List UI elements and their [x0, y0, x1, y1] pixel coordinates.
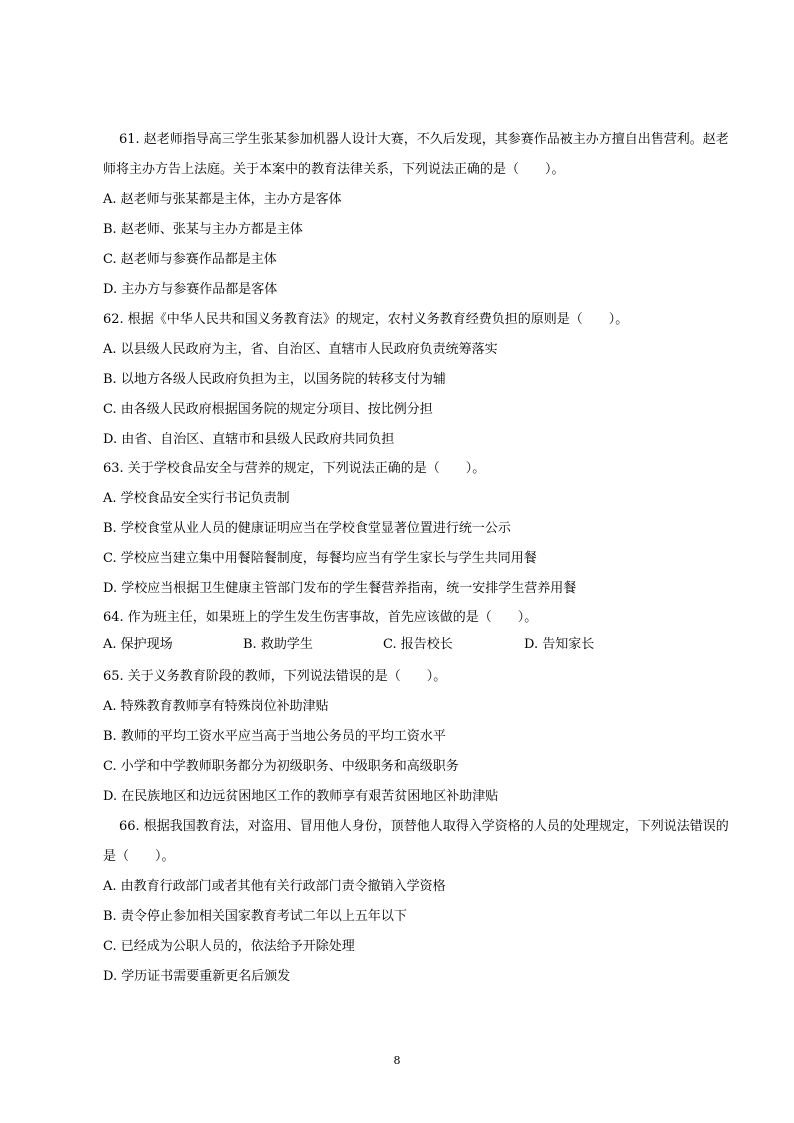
- q61-option-b: B. 赵老师、张某与主办方都是主体: [103, 222, 303, 237]
- q62-option-b: B. 以地方各级人民政府负担为主，以国务院的转移支付为辅: [103, 372, 446, 387]
- q64-option-a: A. 保护现场: [103, 637, 173, 652]
- q65-option-d: D. 在民族地区和边远贫困地区工作的教师享有艰苦贫困地区补助津贴: [103, 789, 499, 804]
- q61-option-c: C. 赵老师与参赛作品都是主体: [103, 252, 277, 267]
- q66-stem-line2: 是（ ）。: [103, 849, 175, 864]
- q64-option-c: C. 报告校长: [383, 637, 453, 652]
- q65-option-c: C. 小学和中学教师职务都分为初级职务、中级职务和高级职务: [103, 759, 459, 774]
- q66-option-a: A. 由教育行政部门或者其他有关行政部门责令撤销入学资格: [103, 879, 446, 894]
- q63-option-c: C. 学校应当建立集中用餐陪餐制度，每餐均应当有学生家长与学生共同用餐: [103, 551, 537, 566]
- q66-stem-line1: 66. 根据我国教育法，对盗用、冒用他人身份，顶替他人取得入学资格的人员的处理规定，下列说法错误的: [119, 819, 729, 834]
- q61-stem-line2: 师将主办方告上法庭。关于本案中的教育法律关系，下列说法正确的是（ ）。: [103, 162, 565, 177]
- q61-option-d: D. 主办方与参赛作品都是客体: [103, 282, 278, 297]
- page-number: 8: [393, 1054, 401, 1067]
- q66-option-c: C. 已经成为公职人员的，依法给予开除处理: [103, 939, 355, 954]
- q66-option-d: D. 学历证书需要重新更名后颁发: [103, 969, 291, 984]
- q62-option-d: D. 由省、自治区、直辖市和县级人民政府共同负担: [103, 432, 395, 447]
- q62-option-a: A. 以县级人民政府为主，省、自治区、直辖市人民政府负责统筹落实: [103, 342, 498, 357]
- q62-option-c: C. 由各级人民政府根据国务院的规定分项目、按比例分担: [103, 402, 433, 417]
- q65-stem: 65. 关于义务教育阶段的教师，下列说法错误的是（ ）。: [103, 669, 447, 684]
- q63-option-d: D. 学校应当根据卫生健康主管部门发布的学生餐营养指南，统一安排学生营养用餐: [103, 581, 577, 596]
- q61-stem-line1: 61. 赵老师指导高三学生张某参加机器人设计大赛，不久后发现，其参赛作品被主办方擅自出售营利。赵老: [119, 132, 729, 147]
- q65-option-a: A. 特殊教育教师享有特殊岗位补助津贴: [103, 699, 329, 714]
- q64-option-d: D. 告知家长: [524, 637, 595, 652]
- q66-option-b: B. 责令停止参加相关国家教育考试二年以上五年以下: [103, 909, 407, 924]
- q63-option-b: B. 学校食堂从业人员的健康证明应当在学校食堂显著位置进行统一公示: [103, 521, 511, 536]
- q64-option-b: B. 救助学生: [243, 637, 313, 652]
- q63-option-a: A. 学校食品安全实行书记负责制: [103, 491, 290, 506]
- q65-option-b: B. 教师的平均工资水平应当高于当地公务员的平均工资水平: [103, 729, 446, 744]
- q61-option-a: A. 赵老师与张某都是主体，主办方是客体: [103, 192, 342, 207]
- q62-stem: 62. 根据《中华人民共和国义务教育法》的规定，农村义务教育经费负担的原则是（ ）。: [103, 312, 629, 327]
- q63-stem: 63. 关于学校食品安全与营养的规定，下列说法正确的是（ ）。: [103, 461, 486, 476]
- q64-stem: 64. 作为班主任，如果班上的学生发生伤害事故，首先应该做的是（ ）。: [103, 610, 538, 625]
